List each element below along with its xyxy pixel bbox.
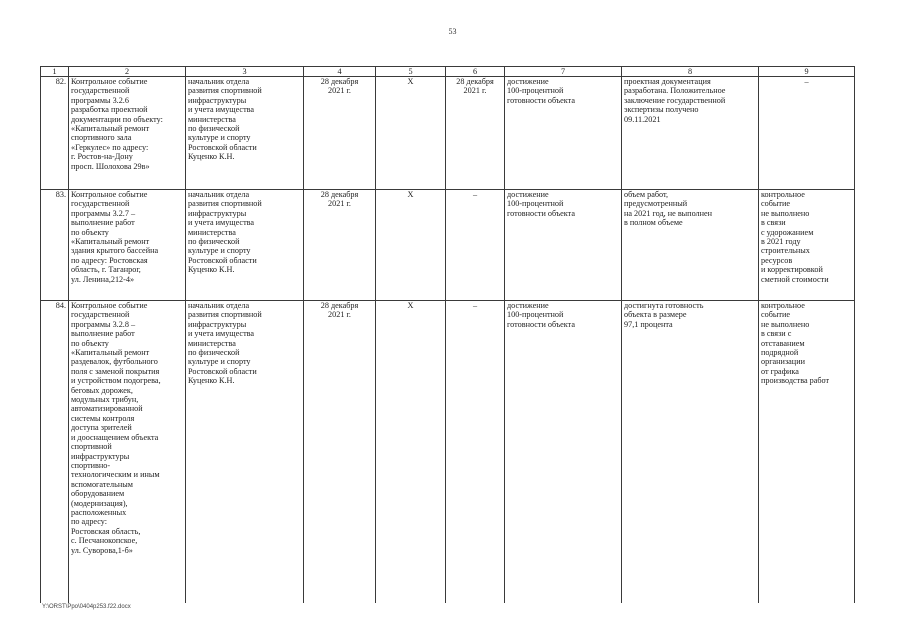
result-fact-cell: проектная документация разработана. Положительное заключение государственной экспертизы получено 09.11.2021 [622, 77, 759, 190]
reason-cell: контрольное событие не выполнено в связи с отставанием подрядной организации от графика производства работ [759, 301, 855, 603]
event-cell: Контрольное событие государственной программы 3.2.7 – выполнение работ по объекту «Капитальный ремонт здания крытого бассейна по адресу: Ростовская область, г. Таганрог, ул. Ленина,212-4» [69, 190, 186, 301]
page-number: 53 [448, 27, 457, 36]
plan-date-cell: 28 декабря 2021 г. [304, 190, 376, 301]
row-number: 84. [41, 301, 69, 603]
header-cell: 9 [759, 67, 855, 77]
header-row [41, 67, 855, 77]
event-cell: Контрольное событие государственной программы 3.2.8 – выполнение работ по объекту «Капитальный ремонт раздевалок, футбольного поля с заменой покрытия и устройством подогрева, беговых дорожек, модульных трибун, автоматизированной системы контроля доступа зрителей и дооснащением объекта спортивной инфраструктуры спортивно- технологическим и иным вспомогательным оборудованием (модернизация), расположенных по адресу: Ростовская область, с. Песчанокопское, ул. Суворова,1-б» [69, 301, 186, 603]
header-cell: 3 [186, 67, 304, 77]
col5-cell: Х [376, 301, 446, 603]
row-number: 83. [41, 190, 69, 301]
responsible-cell: начальник отдела развития спортивной инфраструктуры и учета имущества министерства по физической культуре и спорту Ростовской области Куценко К.Н. [186, 301, 304, 603]
reason-cell: – [759, 77, 855, 190]
header-cell: 1 [41, 67, 69, 77]
fact-date-cell: – [446, 190, 505, 301]
header-cell: 7 [505, 67, 622, 77]
result-fact-cell: объем работ, предусмотренный на 2021 год, не выполнен в полном объеме [622, 190, 759, 301]
col5-cell: Х [376, 190, 446, 301]
result-plan-cell: достижение 100-процентной готовности объекта [505, 77, 622, 190]
reason-cell: контрольное событие не выполнено в связи с удорожанием в 2021 году строительных ресурсов и корректировкой сметной стоимости [759, 190, 855, 301]
table-row [41, 190, 855, 301]
responsible-cell: начальник отдела развития спортивной инфраструктуры и учета имущества министерства по физической культуре и спорту Ростовской области Куценко К.Н. [186, 190, 304, 301]
col5-cell: Х [376, 77, 446, 190]
fact-date-cell: – [446, 301, 505, 603]
table-row [41, 77, 855, 190]
table-row [41, 301, 855, 603]
plan-date-cell: 28 декабря 2021 г. [304, 77, 376, 190]
header-cell: 6 [446, 67, 505, 77]
plan-date-cell: 28 декабря 2021 г. [304, 301, 376, 603]
header-cell: 2 [69, 67, 186, 77]
responsible-cell: начальник отдела развития спортивной инфраструктуры и учета имущества министерства по физической культуре и спорту Ростовской области Куценко К.Н. [186, 77, 304, 190]
event-cell: Контрольное событие государственной программы 3.2.6 разработка проектной документации по объекту: «Капитальный ремонт спортивного зала «Геркулес» по адресу: г. Ростов-на-Дону просп. Шолохова 29в» [69, 77, 186, 190]
fact-date-cell: 28 декабря 2021 г. [446, 77, 505, 190]
result-plan-cell: достижение 100-процентной готовности объекта [505, 301, 622, 603]
row-number: 82. [41, 77, 69, 190]
header-cell: 5 [376, 67, 446, 77]
result-fact-cell: достигнута готовность объекта в размере 97,1 процента [622, 301, 759, 603]
header-cell: 8 [622, 67, 759, 77]
result-plan-cell: достижение 100-процентной готовности объекта [505, 190, 622, 301]
header-cell: 4 [304, 67, 376, 77]
file-path-footer: Y:\ORST\Ppo\0404p253.f22.docx [42, 604, 131, 610]
control-events-table [40, 66, 855, 603]
